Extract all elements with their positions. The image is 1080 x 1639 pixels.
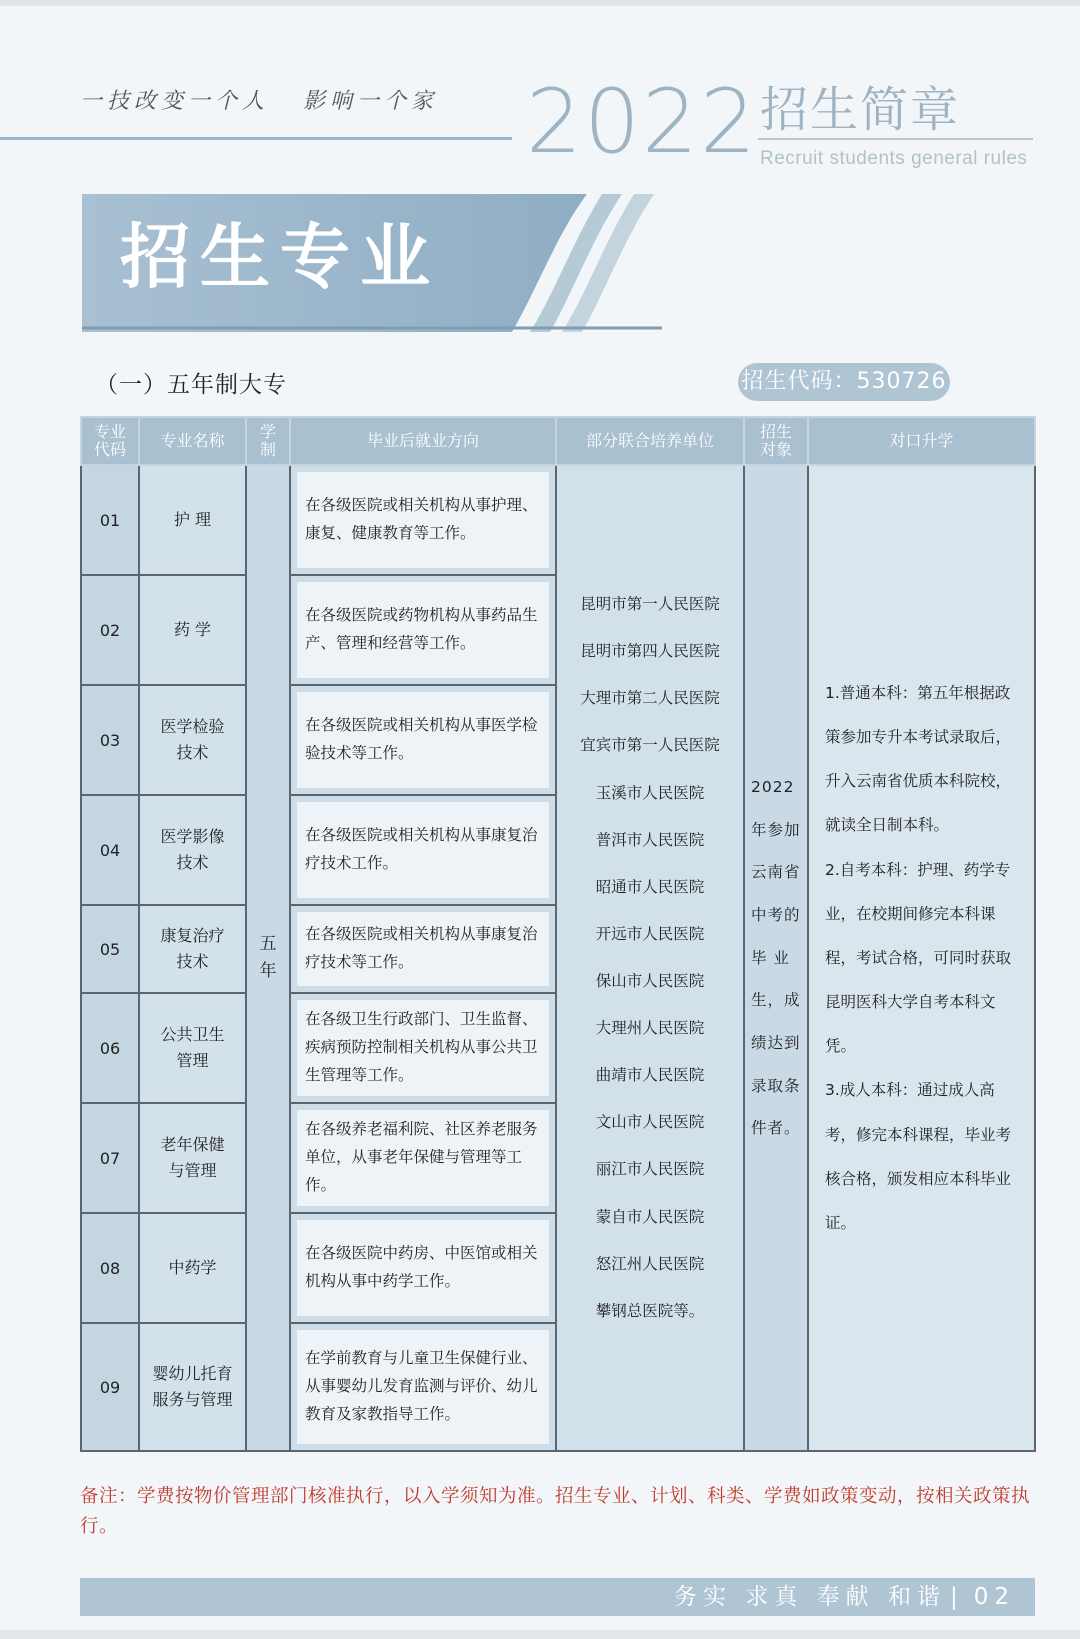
section-title: （一）五年制大专 bbox=[95, 372, 287, 398]
row-direction: 在各级医院或相关机构从事康复治疗技术等工作。 bbox=[290, 905, 556, 993]
slogan-left: 一技改变一个人 bbox=[80, 89, 270, 114]
row-name: 婴幼儿托育 服务与管理 bbox=[139, 1323, 246, 1451]
table-header-row bbox=[81, 417, 1035, 465]
row-code: 08 bbox=[81, 1213, 139, 1323]
banner-title: 招生专业 bbox=[120, 215, 440, 298]
title-en: Recruit students general rules bbox=[760, 148, 1028, 169]
row-direction: 在各级医院或相关机构从事康复治疗技术工作。 bbox=[290, 795, 556, 905]
row-name: 药 学 bbox=[139, 575, 246, 685]
footer-bar bbox=[80, 1578, 1035, 1616]
row-direction: 在各级医院或相关机构从事护理、康复、健康教育等工作。 bbox=[290, 465, 556, 575]
row-code: 09 bbox=[81, 1323, 139, 1451]
footer-motto: 务实 求真 奉献 和谐 bbox=[674, 1584, 946, 1610]
slogan bbox=[80, 84, 438, 115]
header-partners: 部分联合培养单位 bbox=[556, 417, 744, 465]
header-upgrade: 对口升学 bbox=[808, 417, 1035, 465]
header-divider bbox=[0, 137, 512, 140]
title-underline bbox=[758, 138, 1033, 140]
header-years: 学 制 bbox=[246, 417, 290, 465]
row-code: 01 bbox=[81, 465, 139, 575]
title-year: 2022 bbox=[526, 70, 758, 173]
row-direction: 在各级卫生行政部门、卫生监督、疾病预防控制相关机构从事公共卫生管理等工作。 bbox=[290, 993, 556, 1103]
row-code: 07 bbox=[81, 1103, 139, 1213]
row-code: 02 bbox=[81, 575, 139, 685]
row-direction: 在各级医院中药房、中医馆或相关机构从事中药学工作。 bbox=[290, 1213, 556, 1323]
target-cell: 2022 年参加 云南省 中考的 毕 业 生，成 绩达到 录取条 件者。 bbox=[744, 465, 808, 1451]
bottom-strip bbox=[0, 1630, 1080, 1639]
row-name: 康复治疗 技术 bbox=[139, 905, 246, 993]
upgrade-cell: 1.普通本科：第五年根据政策参加专升本考试录取后，升入云南省优质本科院校，就读全日制本科。 2.自考本科：护理、药学专业，在校期间修完本科课程，考试合格，可同时获取昆明医科大学自考本科文凭。 3.成人本科：通过成人高考，修完本科课程，毕业考核合格，颁发相应本科毕业证。 bbox=[808, 465, 1035, 1451]
years-cell: 五 年 bbox=[246, 465, 290, 1451]
majors-table bbox=[80, 416, 1036, 1452]
row-code: 05 bbox=[81, 905, 139, 993]
row-code: 03 bbox=[81, 685, 139, 795]
row-code: 06 bbox=[81, 993, 139, 1103]
footer-separator: | bbox=[949, 1584, 964, 1610]
header-name: 专业名称 bbox=[139, 417, 246, 465]
row-direction: 在各级养老福利院、社区养老服务单位，从事老年保健与管理等工作。 bbox=[290, 1103, 556, 1213]
row-direction: 在各级医院或相关机构从事医学检验技术等工作。 bbox=[290, 685, 556, 795]
row-name: 医学影像 技术 bbox=[139, 795, 246, 905]
row-direction: 在各级医院或药物机构从事药品生产、管理和经营等工作。 bbox=[290, 575, 556, 685]
footer-text bbox=[674, 1578, 1015, 1616]
table-row bbox=[81, 465, 1035, 575]
header-target: 招生 对象 bbox=[744, 417, 808, 465]
page-number: 02 bbox=[973, 1584, 1015, 1610]
header-direction: 毕业后就业方向 bbox=[290, 417, 556, 465]
enrollment-code-badge: 招生代码：530726 bbox=[738, 363, 950, 401]
row-name: 中药学 bbox=[139, 1213, 246, 1323]
partners-cell: 昆明市第一人民医院 昆明市第四人民医院 大理市第二人民医院 宜宾市第一人民医院 玉溪市人民医院 普洱市人民医院 昭通市人民医院 开远市人民医院 保山市人民医院 大理州人民医院 曲靖市人民医院 文山市人民医院 丽江市人民医院 蒙自市人民医院 怒江州人民医院 攀钢总医院等。 bbox=[556, 465, 744, 1451]
row-name: 医学检验 技术 bbox=[139, 685, 246, 795]
title-cn: 招生简章 bbox=[760, 82, 961, 138]
row-name: 老年保健 与管理 bbox=[139, 1103, 246, 1213]
row-name: 护 理 bbox=[139, 465, 246, 575]
majors-table-wrap bbox=[80, 416, 1036, 1452]
header-code: 专业 代码 bbox=[81, 417, 139, 465]
top-strip bbox=[0, 0, 1080, 6]
row-name: 公共卫生 管理 bbox=[139, 993, 246, 1103]
row-direction: 在学前教育与儿童卫生保健行业、从事婴幼儿发育监测与评价、幼儿教育及家教指导工作。 bbox=[290, 1323, 556, 1451]
footnote: 备注：学费按物价管理部门核准执行，以入学须知为准。招生专业、计划、科类、学费如政策变动，按相关政策执行。 bbox=[80, 1486, 1031, 1537]
row-code: 04 bbox=[81, 795, 139, 905]
slogan-right: 影响一个家 bbox=[303, 89, 439, 114]
